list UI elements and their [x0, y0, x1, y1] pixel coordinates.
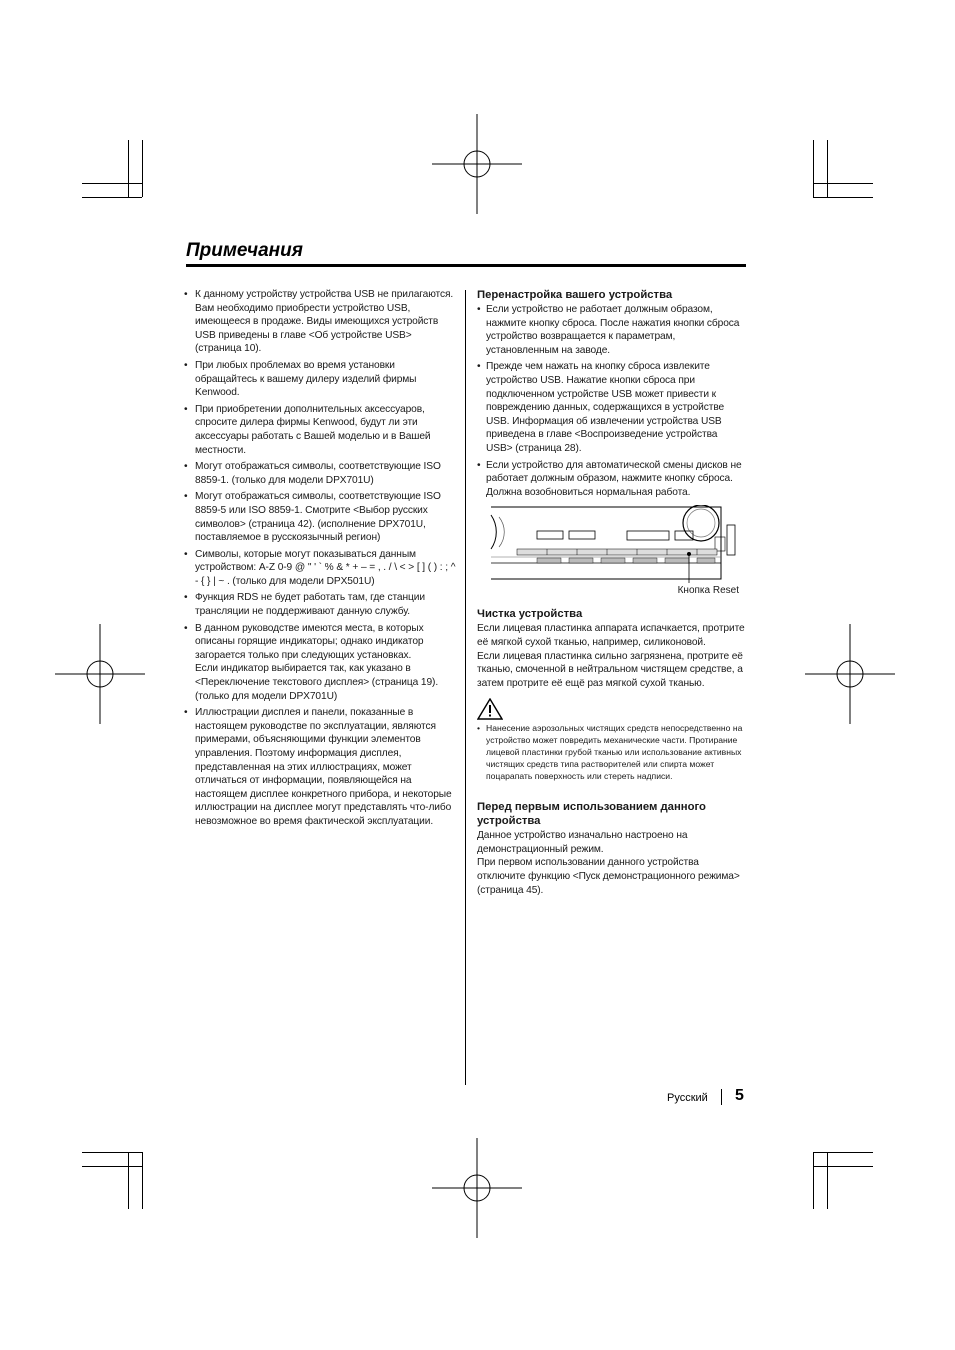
- crop-mark: [813, 1152, 814, 1209]
- crop-mark: [82, 1166, 142, 1167]
- first-use-paragraph: При первом использовании данного устройства отключите функцию <Пуск демонстрационного режима> (страница 45).: [477, 857, 740, 896]
- crop-mark: [142, 1152, 143, 1209]
- title-rule: [186, 264, 746, 267]
- list-item: • Если устройство не работает должным образом, нажмите кнопку сброса. После нажатия кнопки сброса устройство возвращается к параметрам, установленным на заводе.: [477, 303, 745, 357]
- list-item: • Символы, которые могут показываться данным устройством: A-Z 0-9 @ " ' ` % & * + – = , . / \ < > [ ] ( ) : ; ^ - { } | ~ . (только для модели DPX501U): [184, 548, 456, 589]
- list-item: • При приобретении дополнительных аксессуаров, спросите дилера фирмы Kenwood, будут ли эти аксессуары работать с Вашей моделью и в Вашей местности.: [184, 403, 456, 457]
- left-column: [184, 288, 456, 832]
- crop-mark: [813, 1152, 873, 1153]
- warning-triangle-icon: [477, 698, 503, 720]
- registration-mark-right: [800, 624, 900, 724]
- page-number: 5: [735, 1087, 744, 1104]
- reset-panel-illustration: [477, 505, 745, 597]
- crop-mark: [82, 1152, 142, 1153]
- crop-mark: [128, 1152, 129, 1209]
- column-divider: [465, 290, 466, 1085]
- reset-list: [477, 303, 745, 499]
- registration-mark-bottom: [427, 1138, 527, 1238]
- list-item: • Могут отображаться символы, соответствующие ISO 8859-1. (только для модели DPX701U): [184, 460, 456, 487]
- registration-mark-left: [50, 624, 150, 724]
- warning-text: • Нанесение аэрозольных чистящих средств непосредственно на устройство может повредить механические части. Протирание лицевой пластинки грубой тканью или использование активных чистящих средств типа растворителей или спирта может поцарапать поверхность или стереть надписи.: [477, 722, 745, 782]
- crop-mark: [813, 183, 873, 184]
- page-title: Примечания: [186, 240, 303, 261]
- list-item: • Иллюстрации дисплея и панели, показанные в настоящем руководстве по эксплуатации, являются примерами, объясняющими функции элементов управления. Поэтому информация дисплея, представленная на этих иллюстрациях, может отличаться от информации, появляющейся на настоящем дисплее конкретного прибора, и некоторые иллюстрации на дисплее могут представлять что-либо невозможное во время фактической эксплуатации.: [184, 706, 456, 828]
- cleaning-paragraph: Если лицевая пластинка аппарата испачкается, протрите её мягкой сухой тканью, например, силиконовой.: [477, 623, 745, 648]
- crop-mark: [82, 183, 142, 184]
- first-use-paragraph: Данное устройство изначально настроено на демонстрационный режим.: [477, 830, 688, 855]
- reset-button-label: Кнопка Reset: [677, 585, 739, 597]
- notes-list: [184, 288, 456, 829]
- section-heading-reset: Перенастройка вашего устройства: [477, 289, 673, 301]
- crop-mark: [813, 1166, 873, 1167]
- crop-mark: [142, 140, 143, 197]
- registration-mark-top: [427, 114, 527, 214]
- head-unit-panel-drawing: [477, 505, 745, 585]
- warning-note: [477, 698, 745, 782]
- footer-separator: [721, 1089, 722, 1105]
- list-item: • Прежде чем нажать на кнопку сброса извлеките устройство USB. Нажатие кнопки сброса при подключенном устройстве USB может привести к повреждению данных, содержащихся в устройстве USB. Информация об извлечении устройства USB приведена в главе <Воспроизведение устройства USB> (страница 28).: [477, 360, 745, 455]
- reset-button-dot: [687, 552, 691, 556]
- crop-mark: [827, 1152, 828, 1209]
- crop-mark: [827, 140, 828, 197]
- list-item: • Функция RDS не будет работать там, где станции трансляции не поддерживают данную службу.: [184, 591, 456, 618]
- footer-language: Русский: [667, 1092, 708, 1104]
- list-item: • При любых проблемах во время установки обращайтесь к вашему дилеру изделий фирмы Kenwood.: [184, 359, 456, 400]
- list-item: • К данному устройству устройства USB не прилагаются. Вам необходимо приобрести устройство USB, имеющееся в продаже. Виды имеющихся устройств USB приведены в главе <Об устройстве USB> (страница 10).: [184, 288, 456, 356]
- cleaning-paragraph: Если лицевая пластинка сильно загрязнена, протрите её тканью, смоченной в нейтральном чистящем средстве, а затем протрите её ещё раз мягкой сухой тканью.: [477, 650, 743, 689]
- crop-mark: [813, 197, 873, 198]
- list-item: • Если устройство для автоматической смены дисков не работает должным образом, нажмите кнопку сброса. Должна возобновиться нормальная работа.: [477, 459, 745, 500]
- section-heading-first-use: Перед первым использованием данного устройства: [477, 801, 706, 828]
- crop-mark: [128, 140, 129, 197]
- list-item: • В данном руководстве имеются места, в которых описаны горящие индикаторы; однако индикатор загорается только при следующих установках. Если индикатор выбирается так, как указано в <Переключение текстового дисплея> (страница 19). (только для модели DPX701U): [184, 622, 456, 704]
- right-column: [477, 288, 745, 897]
- crop-mark: [813, 140, 814, 197]
- section-heading-cleaning: Чистка устройства: [477, 608, 583, 621]
- crop-mark: [82, 197, 142, 198]
- list-item: • Могут отображаться символы, соответствующие ISO 8859-5 или ISO 8859-1. Смотрите <Выбор русских символов> (страница 42). (исполнение DPX701U, поставляемое в русскоязычный регион): [184, 490, 456, 544]
